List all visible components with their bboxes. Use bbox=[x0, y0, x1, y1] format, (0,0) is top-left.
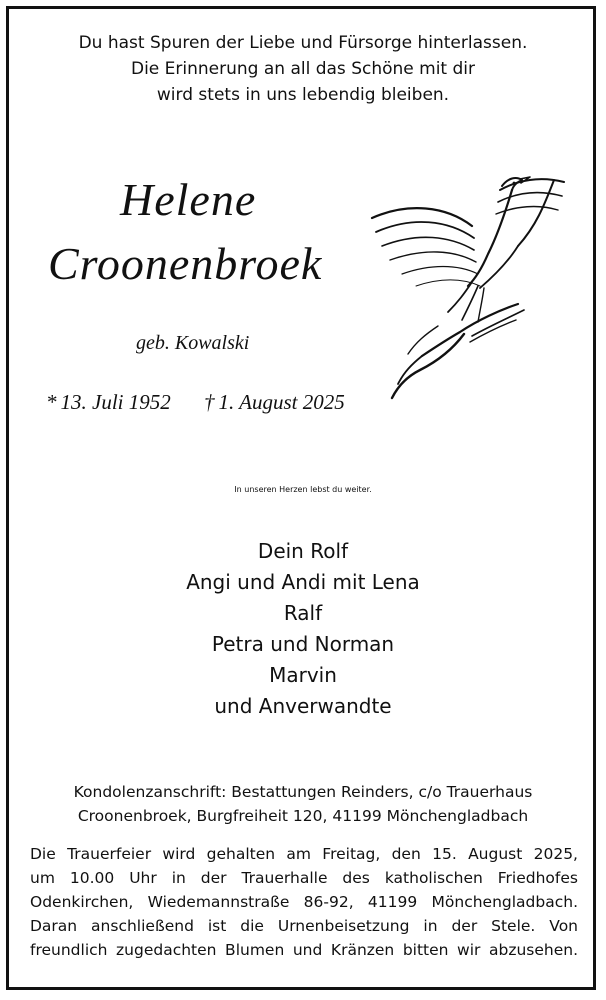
death-date: 1. August 2025 bbox=[218, 390, 345, 414]
birth-star-symbol: * bbox=[46, 390, 57, 414]
funeral-notice bbox=[30, 842, 578, 962]
mourner-name: Marvin bbox=[269, 663, 337, 687]
funeral-line: um 10.00 Uhr in der Trauerhalle des katholischen Friedhofes bbox=[30, 869, 578, 887]
mourner-name: Angi und Andi mit Lena bbox=[186, 570, 420, 594]
memorial-verse bbox=[0, 30, 606, 108]
motto: In unseren Herzen lebst du weiter. bbox=[234, 485, 372, 494]
mourner-name: Dein Rolf bbox=[257, 539, 349, 563]
mourner-name: Ralf bbox=[283, 601, 323, 625]
verse-line: Du hast Spuren der Liebe und Fürsorge hinterlassen. bbox=[78, 33, 528, 53]
verse-line: Die Erinnerung an all das Schöne mit dir bbox=[130, 59, 475, 79]
dove-and-hand-icon bbox=[368, 150, 568, 410]
deceased-last-name: Croonenbroek bbox=[48, 238, 323, 289]
birth-name: geb. Kowalski bbox=[136, 332, 250, 354]
death-date-line bbox=[204, 388, 345, 416]
condolence-address bbox=[0, 780, 606, 828]
verse-line: wird stets in uns lebendig bleiben. bbox=[156, 85, 450, 105]
condolence-line: Kondolenzanschrift: Bestattungen Reinders, c/o Trauerhaus bbox=[73, 783, 533, 801]
mourner-name: und Anverwandte bbox=[214, 694, 392, 718]
condolence-line: Croonenbroek, Burgfreiheit 120, 41199 Mönchengladbach bbox=[77, 807, 529, 825]
mourner-name: Petra und Norman bbox=[211, 632, 395, 656]
birth-date-line bbox=[46, 388, 171, 416]
deceased-first-name: Helene bbox=[120, 174, 257, 225]
funeral-line: Odenkirchen, Wiedemannstraße 86-92, 41199 Mönchengladbach. bbox=[30, 893, 578, 911]
mourners-list bbox=[0, 536, 606, 722]
death-cross-symbol: † bbox=[204, 390, 215, 414]
funeral-line: freundlich zugedachten Blumen und Kränzen bitten wir abzusehen. bbox=[30, 941, 578, 959]
birth-date: 13. Juli 1952 bbox=[60, 390, 171, 414]
funeral-line: Die Trauerfeier wird gehalten am Freitag, den 15. August 2025, bbox=[30, 845, 578, 863]
funeral-line: Daran anschließend ist die Urnenbeisetzung in der Stele. Von bbox=[30, 917, 578, 935]
